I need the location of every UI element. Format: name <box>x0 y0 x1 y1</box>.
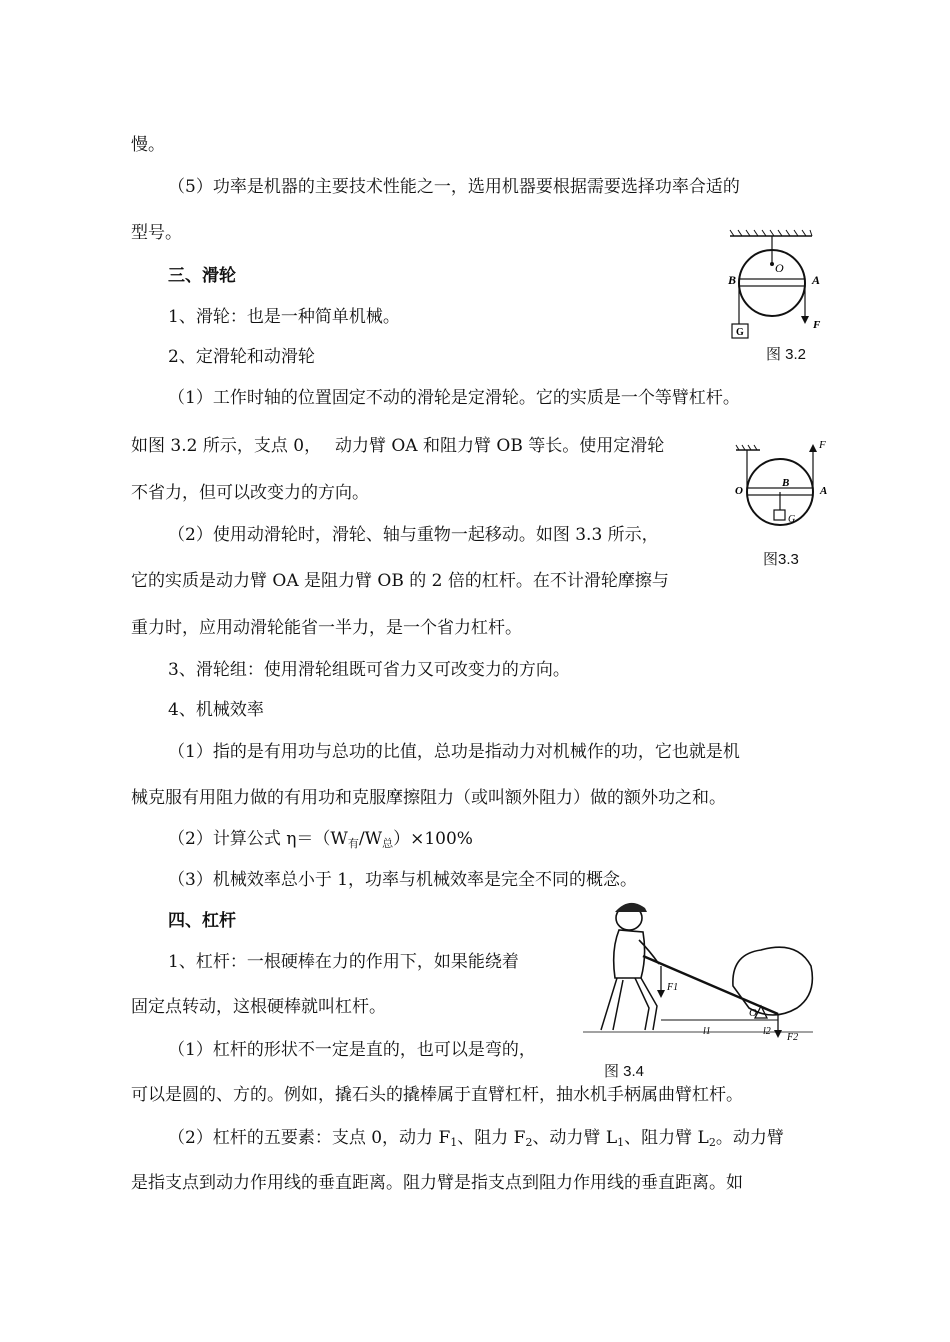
text-span: （2）杠杆的五要素：支点 0，动力 F <box>168 1128 451 1148</box>
label-a: A <box>812 273 821 287</box>
text-line: 是指支点到动力作用线的垂直距离。阻力臂是指支点到阻力作用线的垂直距离。如 <box>131 1173 743 1193</box>
formula-sub-total: 总 <box>382 837 394 850</box>
text-line: 4、机械效率 <box>168 700 264 720</box>
subscript: 1 <box>617 1136 625 1149</box>
text-line: 3、滑轮组：使用滑轮组既可省力又可改变力的方向。 <box>168 660 570 680</box>
figure-3-4 <box>583 890 815 1058</box>
text-span: 、动力臂 L <box>532 1128 618 1148</box>
formula-mid: /W <box>358 829 383 849</box>
label-f1: F1 <box>667 982 679 993</box>
text-line: 它的实质是动力臂 OA 是阻力臂 OB 的 2 倍的杠杆。在不计滑轮摩擦与 <box>131 571 669 591</box>
text-line: 1、滑轮：也是一种简单机械。 <box>168 307 400 327</box>
label-a: A <box>820 485 828 497</box>
text-line: （1）工作时轴的位置固定不动的滑轮是定滑轮。它的实质是一个等臂杠杆。 <box>168 388 740 408</box>
text-line: 2、定滑轮和动滑轮 <box>168 347 315 367</box>
formula-suffix: ）×100% <box>393 829 473 849</box>
subscript: 2 <box>708 1136 716 1149</box>
figure-3-4-caption: 图 3.4 <box>604 1063 645 1080</box>
section-heading: 四、杠杆 <box>168 911 236 931</box>
text-line: 型号。 <box>131 223 182 243</box>
text-line: 械克服有用阻力做的有用功和克服摩擦阻力（或叫额外阻力）做的额外功之和。 <box>131 788 726 808</box>
label-f: F <box>819 439 826 451</box>
label-l2: l2 <box>763 1026 771 1037</box>
label-f2: F2 <box>787 1032 799 1043</box>
figure-3-3 <box>728 436 834 546</box>
label-l1: l1 <box>703 1026 711 1037</box>
label-b: B <box>728 273 737 287</box>
text-line: 固定点转动，这根硬棒就叫杠杆。 <box>131 997 386 1017</box>
label-g: G <box>788 514 796 525</box>
text-line: 重力时，应用动滑轮能省一半力，是一个省力杠杆。 <box>131 618 522 638</box>
label-f: F <box>813 319 821 331</box>
label-o: O <box>775 261 784 275</box>
section-heading: 三、滑轮 <box>168 266 236 286</box>
text-span: 。动力臂 <box>715 1128 784 1148</box>
text-line: 1、杠杆：一根硬棒在力的作用下，如果能绕着 <box>168 952 519 972</box>
text-line: 可以是圆的、方的。例如，撬石头的撬棒属于直臂杠杆，抽水机手柄属曲臂杠杆。 <box>131 1085 743 1105</box>
label-g: G <box>736 327 744 338</box>
text-line: （2）使用动滑轮时，滑轮、轴与重物一起移动。如图 3.3 所示， <box>168 525 659 545</box>
figure-3-3-caption: 图3.3 <box>763 551 799 568</box>
formula-line <box>168 828 473 855</box>
subscript: 2 <box>525 1136 533 1149</box>
text-line: （5）功率是机器的主要技术性能之一，选用机器要根据需要选择功率合适的 <box>168 177 740 197</box>
figure-3-2 <box>722 226 832 346</box>
five-elements-line <box>168 1127 784 1154</box>
formula-prefix: （2）计算公式 η＝（W <box>168 829 348 849</box>
label-o: O <box>735 485 743 497</box>
formula-sub-useful: 有 <box>347 837 359 850</box>
text-span: 、阻力臂 L <box>624 1128 709 1148</box>
label-b: B <box>782 477 790 489</box>
label-o: O <box>749 1007 757 1019</box>
figure-3-2-caption: 图 3.2 <box>766 346 807 363</box>
text-line: 不省力，但可以改变力的方向。 <box>131 483 369 503</box>
text-line: 如图 3.2 所示，支点 0， 动力臂 OA 和阻力臂 OB 等长。使用定滑轮 <box>131 436 665 456</box>
text-span: 、阻力 F <box>457 1128 526 1148</box>
text-line: （3）机械效率总小于 1，功率与机械效率是完全不同的概念。 <box>168 870 638 890</box>
text-line: （1）杠杆的形状不一定是直的，也可以是弯的， <box>168 1040 536 1060</box>
text-line: （1）指的是有用功与总功的比值，总功是指动力对机械作的功，它也就是机 <box>168 742 740 762</box>
text-line: 慢。 <box>131 135 165 155</box>
subscript: 1 <box>450 1136 458 1149</box>
